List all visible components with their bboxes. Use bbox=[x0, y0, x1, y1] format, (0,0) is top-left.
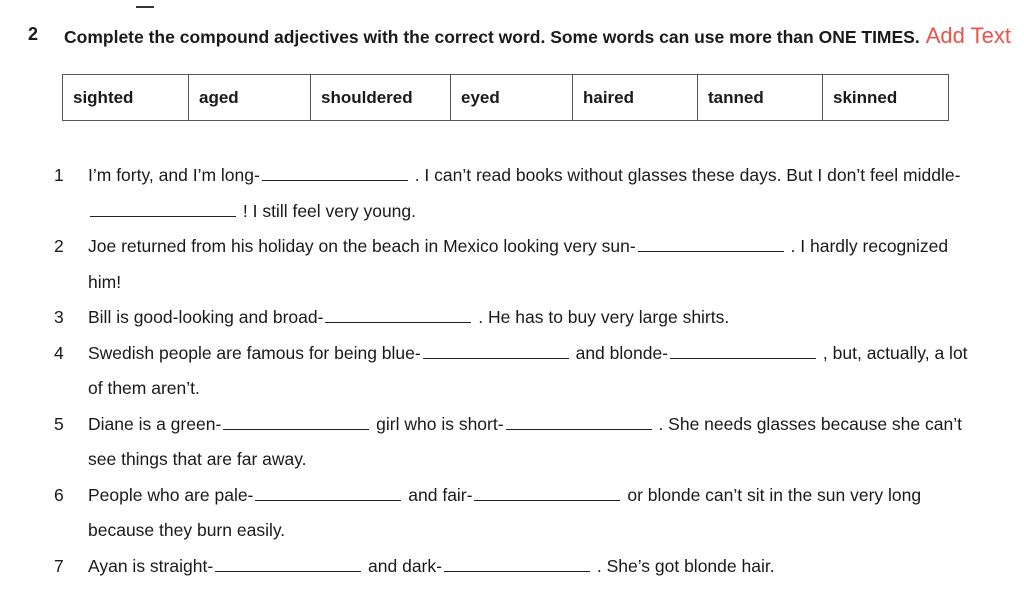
item-text: and blonde- bbox=[575, 342, 669, 363]
exercise-items bbox=[54, 158, 984, 584]
item-text: . She’s got blonde hair. bbox=[596, 555, 775, 576]
item-number: 7 bbox=[54, 555, 64, 576]
item-text: ! I still feel very young. bbox=[242, 200, 417, 221]
item-text: and dark- bbox=[368, 555, 442, 576]
item-text: . She needs glasses because she can’t see things that are far away. bbox=[88, 413, 962, 469]
item-text: Diane is a green- bbox=[88, 413, 222, 434]
instruction-text: Complete the compound adjectives with the correct word. Some words can use more than ONE TIMES. bbox=[64, 27, 920, 47]
item-text: Bill is good-looking and broad- bbox=[88, 307, 324, 327]
exercise-item bbox=[54, 478, 984, 549]
word-box-cell: sighted bbox=[63, 75, 189, 121]
word-box-cell: eyed bbox=[451, 75, 573, 121]
item-text: . I can’t read books without glasses these days. But I don’t feel middle- bbox=[414, 165, 961, 185]
exercise-instruction bbox=[64, 24, 1014, 49]
answer-blank[interactable] bbox=[223, 411, 369, 430]
item-text: . I hardly recognized him! bbox=[88, 236, 949, 292]
answer-blank[interactable] bbox=[215, 553, 361, 572]
exercise-number: 2 bbox=[28, 24, 39, 44]
add-text-button[interactable]: Add Text bbox=[925, 23, 1011, 48]
item-text: I’m forty, and I’m long- bbox=[88, 165, 260, 185]
item-text: , but, actually, a lot of them aren’t. bbox=[88, 342, 968, 398]
top-divider-mark bbox=[136, 6, 154, 8]
item-text: Ayan is straight- bbox=[88, 555, 214, 576]
exercise-item bbox=[54, 158, 984, 229]
item-text: . He has to buy very large shirts. bbox=[478, 307, 730, 327]
answer-blank[interactable] bbox=[255, 482, 401, 501]
exercise-item bbox=[54, 336, 984, 407]
item-text: People who are pale- bbox=[88, 484, 254, 505]
answer-blank[interactable] bbox=[444, 553, 590, 572]
item-text: Joe returned from his holiday on the beach in Mexico looking very sun- bbox=[88, 236, 636, 256]
answer-blank[interactable] bbox=[474, 482, 620, 501]
item-text: or blonde can’t sit in the sun very long because they burn easily. bbox=[88, 484, 922, 540]
word-box-cell: aged bbox=[189, 75, 311, 121]
item-number: 3 bbox=[54, 307, 64, 327]
word-box-cell: skinned bbox=[823, 75, 949, 121]
answer-blank[interactable] bbox=[506, 411, 652, 430]
answer-blank[interactable] bbox=[90, 198, 236, 217]
answer-blank[interactable] bbox=[638, 234, 784, 253]
item-number: 4 bbox=[54, 342, 64, 363]
item-text: and fair- bbox=[408, 484, 473, 505]
answer-blank[interactable] bbox=[423, 340, 569, 359]
answer-blank[interactable] bbox=[262, 163, 408, 182]
item-number: 5 bbox=[54, 413, 64, 434]
answer-blank[interactable] bbox=[325, 305, 471, 324]
exercise-item bbox=[54, 407, 984, 478]
exercise-item bbox=[54, 229, 984, 300]
item-number: 2 bbox=[54, 236, 64, 256]
item-number: 1 bbox=[54, 165, 64, 185]
word-box-cell: tanned bbox=[698, 75, 823, 121]
answer-blank[interactable] bbox=[670, 340, 816, 359]
item-text: Swedish people are famous for being blue- bbox=[88, 342, 421, 363]
word-box-table bbox=[62, 74, 949, 121]
exercise-item bbox=[54, 549, 984, 585]
exercise-item bbox=[54, 300, 984, 336]
word-box-cell: shouldered bbox=[311, 75, 451, 121]
word-box-row bbox=[63, 75, 949, 121]
item-text: girl who is short- bbox=[376, 413, 504, 434]
item-number: 6 bbox=[54, 484, 64, 505]
word-box-cell: haired bbox=[573, 75, 698, 121]
